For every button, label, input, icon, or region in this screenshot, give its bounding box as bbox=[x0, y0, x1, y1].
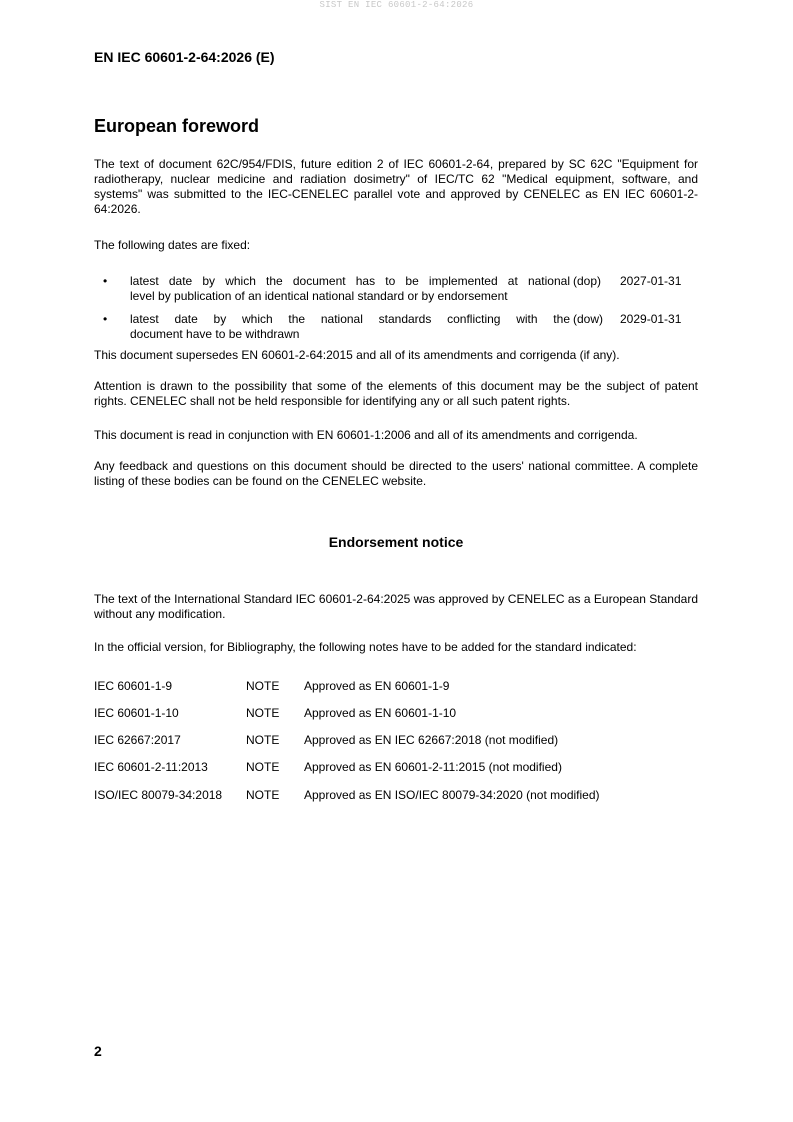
page-title: European foreword bbox=[94, 116, 260, 136]
note-label: NOTE bbox=[246, 679, 280, 693]
date-item-text: document have to be withdrawn bbox=[130, 327, 300, 341]
date-item-text: latest date by which the national standards conflicting with the bbox=[130, 312, 570, 326]
feedback-paragraph: Any feedback and questions on this document should be directed to the users' national committee. A complete listing of these bodies can be found on the CENELEC website. bbox=[94, 459, 698, 488]
note-standard: IEC 60601-1-9 bbox=[94, 679, 173, 693]
note-label: NOTE bbox=[246, 706, 280, 720]
document-reference: EN IEC 60601-2-64:2026 (E) bbox=[94, 49, 275, 65]
date-item-code: (dow) bbox=[573, 312, 604, 326]
note-standard: IEC 60601-2-11:2013 bbox=[94, 760, 208, 774]
dates-intro: The following dates are fixed: bbox=[94, 238, 251, 252]
watermark: SIST EN IEC 60601-2-64:2026 bbox=[319, 0, 474, 10]
note-standard: ISO/IEC 80079-34:2018 bbox=[94, 788, 223, 802]
bullet-icon: • bbox=[103, 274, 108, 288]
supersedes-paragraph: This document supersedes EN 60601-2-64:2015 and all of its amendments and corrigenda (if any). bbox=[94, 348, 620, 362]
section-title: Endorsement notice bbox=[328, 534, 464, 550]
page-number: 2 bbox=[94, 1043, 102, 1059]
note-text: Approved as EN IEC 62667:2018 (not modified) bbox=[304, 733, 559, 747]
date-item-date: 2027-01-31 bbox=[620, 274, 682, 288]
patent-paragraph: Attention is drawn to the possibility that some of the elements of this document may be the subject of patent rights. CENELEC shall not be held responsible for identifying any or all such patent rights. bbox=[94, 379, 698, 408]
note-text: Approved as EN 60601-1-10 bbox=[304, 706, 457, 720]
date-item-text: latest date by which the document has to be implemented at national bbox=[130, 274, 570, 288]
conjunction-paragraph: This document is read in conjunction with EN 60601-1:2006 and all of its amendments and corrigenda. bbox=[94, 428, 638, 442]
note-label: NOTE bbox=[246, 788, 280, 802]
bibliography-intro: In the official version, for Bibliography, the following notes have to be added for the standard indicated: bbox=[94, 640, 637, 654]
date-item-text: level by publication of an identical national standard or by endorsement bbox=[130, 289, 508, 303]
note-text: Approved as EN 60601-1-9 bbox=[304, 679, 450, 693]
note-standard: IEC 60601-1-10 bbox=[94, 706, 179, 720]
foreword-intro: The text of document 62C/954/FDIS, future edition 2 of IEC 60601-2-64, prepared by SC 62C "Equipment for radiotherapy, nuclear medicine and radiation dosimetry" of IEC/TC 62 "Medical equipment, software, and systems" was submitted to the IEC-CENELEC parallel vote and approved by CENELEC as EN IEC 60601-2-64:2026. bbox=[94, 157, 698, 216]
endorsement-paragraph: The text of the International Standard IEC 60601-2-64:2025 was approved by CENELEC as a European Standard without any modification. bbox=[94, 592, 698, 621]
bullet-icon: • bbox=[103, 312, 108, 326]
note-text: Approved as EN ISO/IEC 80079-34:2020 (not modified) bbox=[304, 788, 600, 802]
note-label: NOTE bbox=[246, 733, 280, 747]
note-label: NOTE bbox=[246, 760, 280, 774]
note-text: Approved as EN 60601-2-11:2015 (not modified) bbox=[304, 760, 562, 774]
date-item-date: 2029-01-31 bbox=[620, 312, 682, 326]
note-standard: IEC 62667:2017 bbox=[94, 733, 181, 747]
date-item-code: (dop) bbox=[573, 274, 602, 288]
